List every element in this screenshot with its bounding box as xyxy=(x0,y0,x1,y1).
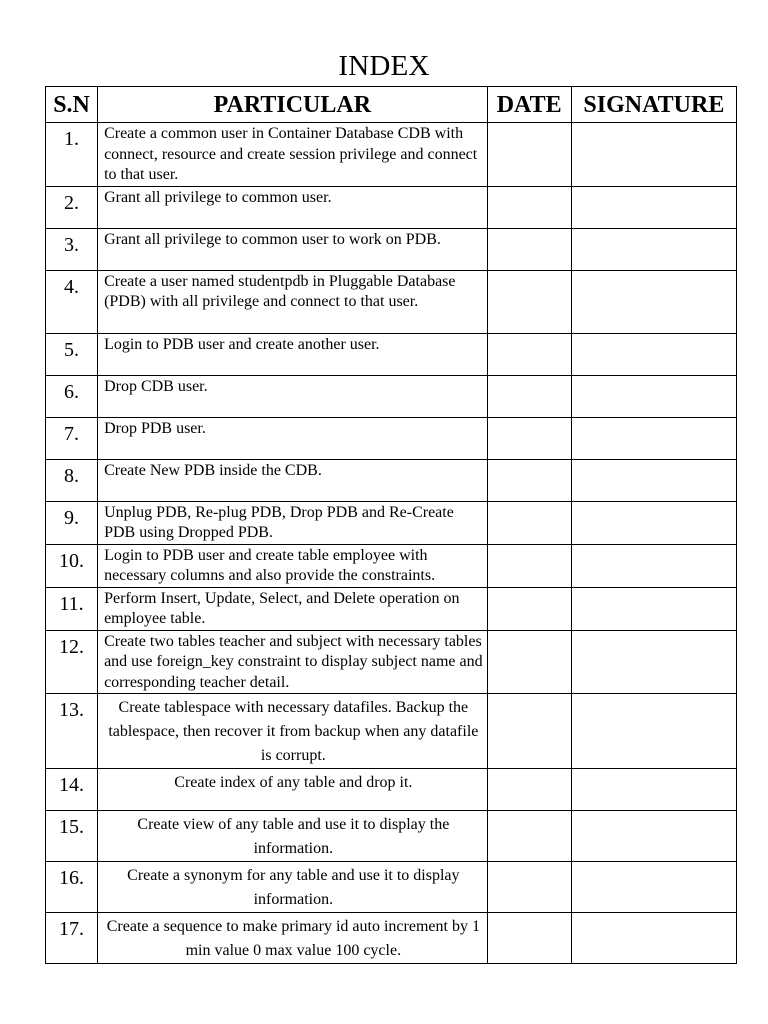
header-signature: SIGNATURE xyxy=(571,87,736,123)
row-date-cell xyxy=(487,630,571,694)
row-particular: Create a common user in Container Database CDB with connect, resource and create session privilege and connect to that user. xyxy=(98,123,488,187)
table-row xyxy=(46,587,737,630)
row-particular: Create New PDB inside the CDB. xyxy=(98,459,488,501)
row-particular: Unplug PDB, Re-plug PDB, Drop PDB and Re-Create PDB using Dropped PDB. xyxy=(98,501,488,544)
row-particular: Grant all privilege to common user. xyxy=(98,186,488,228)
table-row xyxy=(46,694,737,769)
row-sn: 8. xyxy=(46,459,98,501)
row-sn: 16. xyxy=(46,862,98,913)
row-signature-cell xyxy=(571,862,736,913)
table-row xyxy=(46,270,737,333)
row-date-cell xyxy=(487,862,571,913)
index-table xyxy=(45,86,737,964)
row-particular: Perform Insert, Update, Select, and Delete operation on employee table. xyxy=(98,587,488,630)
row-sn: 6. xyxy=(46,375,98,417)
table-row xyxy=(46,123,737,187)
row-sn: 7. xyxy=(46,417,98,459)
row-date-cell xyxy=(487,694,571,769)
row-particular: Create two tables teacher and subject with necessary tables and use foreign_key constraint to display subject name and corresponding teacher detail. xyxy=(98,630,488,694)
row-signature-cell xyxy=(571,333,736,375)
row-sn: 5. xyxy=(46,333,98,375)
row-signature-cell xyxy=(571,913,736,964)
table-row xyxy=(46,417,737,459)
header-sn: S.N xyxy=(46,87,98,123)
table-row xyxy=(46,228,737,270)
row-sn: 2. xyxy=(46,186,98,228)
row-date-cell xyxy=(487,333,571,375)
row-sn: 4. xyxy=(46,270,98,333)
row-signature-cell xyxy=(571,501,736,544)
row-particular: Create tablespace with necessary datafiles. Backup the tablespace, then recover it from backup when any datafile is corrupt. xyxy=(98,694,488,769)
row-particular: Drop CDB user. xyxy=(98,375,488,417)
row-particular: Create a synonym for any table and use it to display information. xyxy=(98,862,488,913)
row-sn: 10. xyxy=(46,544,98,587)
row-date-cell xyxy=(487,811,571,862)
table-row xyxy=(46,501,737,544)
table-row xyxy=(46,333,737,375)
row-date-cell xyxy=(487,270,571,333)
row-date-cell xyxy=(487,228,571,270)
table-row xyxy=(46,769,737,811)
row-particular: Login to PDB user and create another user. xyxy=(98,333,488,375)
row-particular: Create a sequence to make primary id auto increment by 1 min value 0 max value 100 cycle. xyxy=(98,913,488,964)
table-row xyxy=(46,375,737,417)
table-row xyxy=(46,913,737,964)
table-row xyxy=(46,459,737,501)
table-row xyxy=(46,862,737,913)
row-sn: 3. xyxy=(46,228,98,270)
row-particular: Create a user named studentpdb in Pluggable Database (PDB) with all privilege and connect to that user. xyxy=(98,270,488,333)
row-signature-cell xyxy=(571,375,736,417)
table-row xyxy=(46,186,737,228)
row-date-cell xyxy=(487,913,571,964)
row-signature-cell xyxy=(571,123,736,187)
row-signature-cell xyxy=(571,228,736,270)
row-date-cell xyxy=(487,587,571,630)
row-date-cell xyxy=(487,186,571,228)
row-sn: 12. xyxy=(46,630,98,694)
row-date-cell xyxy=(487,123,571,187)
row-particular: Create index of any table and drop it. xyxy=(98,769,488,811)
row-signature-cell xyxy=(571,630,736,694)
row-sn: 17. xyxy=(46,913,98,964)
table-row xyxy=(46,544,737,587)
header-date: DATE xyxy=(487,87,571,123)
row-signature-cell xyxy=(571,587,736,630)
row-sn: 11. xyxy=(46,587,98,630)
row-signature-cell xyxy=(571,270,736,333)
row-date-cell xyxy=(487,459,571,501)
header-particular: PARTICULAR xyxy=(98,87,488,123)
table-header-row xyxy=(46,87,737,123)
row-date-cell xyxy=(487,544,571,587)
page-title: INDEX xyxy=(338,50,430,82)
row-particular: Login to PDB user and create table employee with necessary columns and also provide the constraints. xyxy=(98,544,488,587)
row-signature-cell xyxy=(571,694,736,769)
row-signature-cell xyxy=(571,417,736,459)
row-signature-cell xyxy=(571,769,736,811)
row-sn: 13. xyxy=(46,694,98,769)
row-particular: Drop PDB user. xyxy=(98,417,488,459)
row-signature-cell xyxy=(571,544,736,587)
row-sn: 1. xyxy=(46,123,98,187)
row-signature-cell xyxy=(571,811,736,862)
row-date-cell xyxy=(487,769,571,811)
row-signature-cell xyxy=(571,459,736,501)
row-date-cell xyxy=(487,417,571,459)
row-particular: Grant all privilege to common user to work on PDB. xyxy=(98,228,488,270)
row-sn: 15. xyxy=(46,811,98,862)
row-particular: Create view of any table and use it to display the information. xyxy=(98,811,488,862)
table-row xyxy=(46,630,737,694)
row-date-cell xyxy=(487,501,571,544)
row-sn: 9. xyxy=(46,501,98,544)
row-date-cell xyxy=(487,375,571,417)
row-sn: 14. xyxy=(46,769,98,811)
row-signature-cell xyxy=(571,186,736,228)
table-row xyxy=(46,811,737,862)
